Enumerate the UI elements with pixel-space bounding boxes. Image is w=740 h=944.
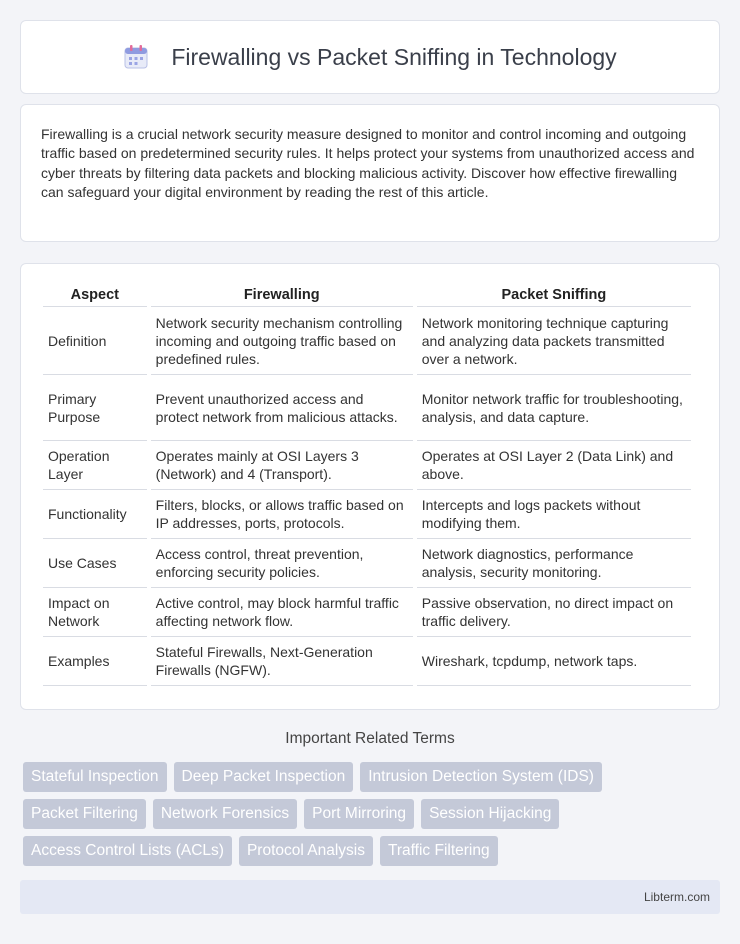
table-cell-packet-sniffing: Operates at OSI Layer 2 (Data Link) and above. <box>417 441 691 490</box>
table-cell-packet-sniffing: Network diagnostics, performance analysis, security monitoring. <box>417 539 691 588</box>
table-header-firewalling: Firewalling <box>151 284 413 307</box>
tag-session-hijacking[interactable]: Session Hijacking <box>421 799 559 829</box>
table-cell-aspect: Use Cases <box>43 539 147 588</box>
table-cell-firewalling: Operates mainly at OSI Layers 3 (Network) and 4 (Transport). <box>151 441 413 490</box>
table-cell-packet-sniffing: Wireshark, tcpdump, network taps. <box>417 637 691 686</box>
table-row <box>43 637 691 686</box>
table-header-aspect: Aspect <box>43 284 147 307</box>
table-cell-packet-sniffing: Monitor network traffic for troubleshooting, analysis, and data capture. <box>417 375 691 441</box>
table-cell-aspect: Primary Purpose <box>43 375 147 441</box>
tag-stateful-inspection[interactable]: Stateful Inspection <box>23 762 167 792</box>
table-cell-aspect: Impact on Network <box>43 588 147 637</box>
comparison-table <box>39 284 695 686</box>
table-row <box>43 588 691 637</box>
tag-protocol-analysis[interactable]: Protocol Analysis <box>239 836 373 866</box>
table-cell-firewalling: Active control, may block harmful traffic affecting network flow. <box>151 588 413 637</box>
tag-port-mirroring[interactable]: Port Mirroring <box>304 799 414 829</box>
table-cell-firewalling: Access control, threat prevention, enforcing security policies. <box>151 539 413 588</box>
tag-deep-packet-inspection[interactable]: Deep Packet Inspection <box>174 762 354 792</box>
table-cell-firewalling: Prevent unauthorized access and protect network from malicious attacks. <box>151 375 413 441</box>
intro-card <box>20 104 720 242</box>
table-row <box>43 375 691 441</box>
comparison-table-card <box>20 263 720 710</box>
tag-row <box>23 762 723 792</box>
tag-packet-filtering[interactable]: Packet Filtering <box>23 799 146 829</box>
table-row <box>43 490 691 539</box>
page-title: Firewalling vs Packet Sniffing in Technology <box>171 43 617 70</box>
tag-row <box>23 836 723 866</box>
table-cell-aspect: Operation Layer <box>43 441 147 490</box>
tag-network-forensics[interactable]: Network Forensics <box>153 799 297 829</box>
table-row <box>43 441 691 490</box>
footer-site-link[interactable]: Libterm.com <box>643 890 710 904</box>
tag-intrusion-detection-system[interactable]: Intrusion Detection System (IDS) <box>360 762 602 792</box>
table-cell-firewalling: Filters, blocks, or allows traffic based on IP addresses, ports, protocols. <box>151 490 413 539</box>
intro-text: Firewalling is a crucial network security measure designed to monitor and control incoming and outgoing traffic based on predetermined security rules. It helps protect your systems from unauthorized access and cyber threats by filtering data packets and blocking malicious activity. Discover how effective firewalling can safeguard your digital environment by reading the rest of this article. <box>41 126 695 200</box>
table-cell-firewalling: Stateful Firewalls, Next-Generation Firewalls (NGFW). <box>151 637 413 686</box>
table-cell-aspect: Definition <box>43 307 147 375</box>
related-terms-tags <box>23 762 723 873</box>
footer <box>20 880 720 914</box>
table-cell-aspect: Functionality <box>43 490 147 539</box>
calendar-icon <box>123 44 149 70</box>
related-terms-title: Important Related Terms <box>285 730 455 747</box>
table-cell-packet-sniffing: Intercepts and logs packets without modifying them. <box>417 490 691 539</box>
tag-access-control-lists[interactable]: Access Control Lists (ACLs) <box>23 836 232 866</box>
table-row <box>43 307 691 375</box>
table-cell-aspect: Examples <box>43 637 147 686</box>
tag-traffic-filtering[interactable]: Traffic Filtering <box>380 836 498 866</box>
table-header-packet-sniffing: Packet Sniffing <box>417 284 691 307</box>
table-cell-packet-sniffing: Passive observation, no direct impact on traffic delivery. <box>417 588 691 637</box>
table-cell-firewalling: Network security mechanism controlling incoming and outgoing traffic based on predefined rules. <box>151 307 413 375</box>
tag-row <box>23 799 723 829</box>
table-row <box>43 539 691 588</box>
table-cell-packet-sniffing: Network monitoring technique capturing and analyzing data packets transmitted over a network. <box>417 307 691 375</box>
header-card <box>20 20 720 94</box>
